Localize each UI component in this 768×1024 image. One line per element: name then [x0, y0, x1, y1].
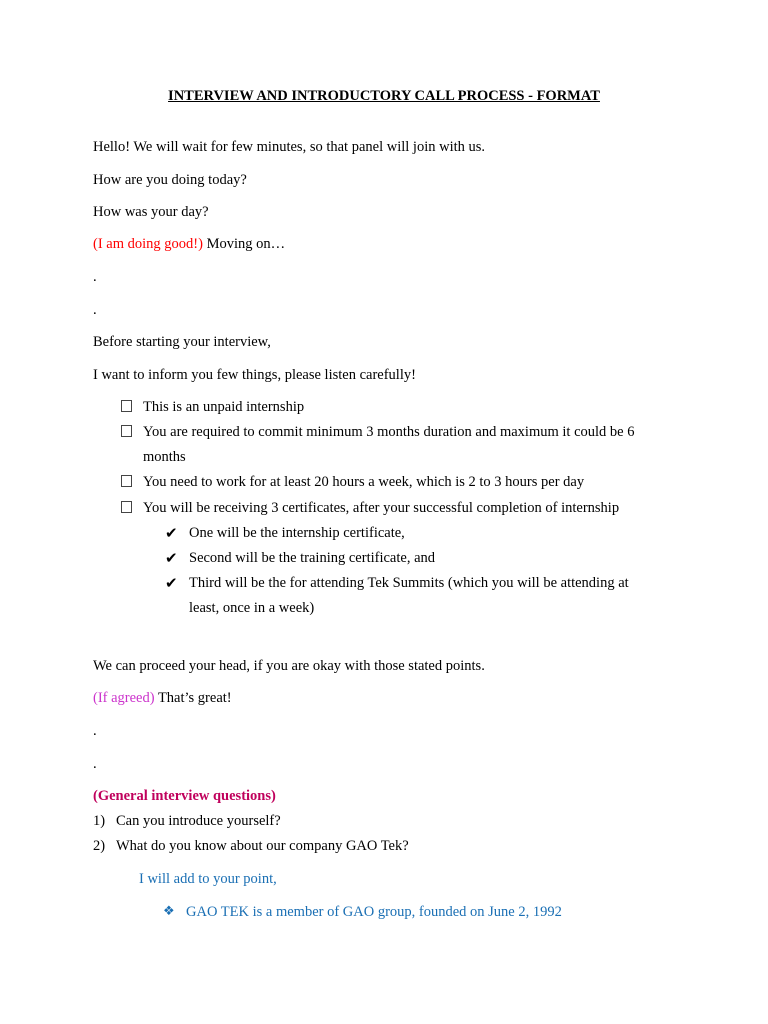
checkmark-icon: ✔ [165, 574, 178, 592]
question-number: 2) [93, 838, 106, 854]
point-text-continuation: months [143, 449, 186, 465]
separator-dot: . [93, 756, 97, 772]
checkmark-icon: ✔ [165, 524, 178, 542]
point-text: This is an unpaid internship [143, 399, 305, 415]
separator-dot: . [93, 723, 97, 739]
add-point-line: I will add to your point, [139, 871, 277, 887]
point-text: You need to work for at least 20 hours a week, which is 2 to 3 hours per day [143, 474, 585, 490]
box-bullet [121, 423, 132, 441]
separator-dot: . [93, 269, 97, 285]
checkmark-icon: ✔ [165, 549, 178, 567]
diamond-bullet-icon: ❖ [163, 904, 175, 919]
box-bullet [121, 398, 132, 416]
empty-box-icon [121, 501, 132, 513]
response-text: Moving on… [202, 236, 286, 252]
questions-heading: (General interview questions) [93, 788, 276, 804]
certificate-text: Second will be the training certificate, and [189, 550, 436, 566]
fact-text: GAO TEK is a member of GAO group, founded on June 2, 1992 [186, 904, 562, 920]
intro-line: Before starting your interview, [93, 334, 271, 350]
box-bullet [121, 499, 132, 517]
certificate-text: Third will be the for attending Tek Summits (which you will be attending at [189, 575, 629, 591]
agreed-text: That’s great! [154, 690, 232, 706]
proceed-line: We can proceed your head, if you are okay with those stated points. [93, 658, 485, 674]
separator-dot: . [93, 302, 97, 318]
greeting-question: How was your day? [93, 204, 209, 220]
document-title: INTERVIEW AND INTRODUCTORY CALL PROCESS - FORMAT [168, 88, 600, 104]
certificate-text: One will be the internship certificate, [189, 525, 405, 541]
agreed-condition: (If agreed) [93, 690, 155, 706]
agreed-line [93, 689, 232, 707]
point-text: You are required to commit minimum 3 months duration and maximum it could be 6 [143, 424, 635, 440]
point-text: You will be receiving 3 certificates, after your successful completion of internship [143, 500, 620, 516]
certificate-text-continuation: least, once in a week) [189, 600, 315, 616]
empty-box-icon [121, 475, 132, 487]
box-bullet [121, 473, 132, 491]
question-text: What do you know about our company GAO Tek? [116, 838, 409, 854]
empty-box-icon [121, 400, 132, 412]
question-number: 1) [93, 813, 106, 829]
response-highlight: (I am doing good!) [93, 236, 203, 252]
greeting-question: How are you doing today? [93, 172, 247, 188]
question-text: Can you introduce yourself? [116, 813, 281, 829]
greeting-response [93, 235, 285, 253]
intro-line: I want to inform you few things, please listen carefully! [93, 367, 416, 383]
greeting-line: Hello! We will wait for few minutes, so that panel will join with us. [93, 139, 486, 155]
empty-box-icon [121, 425, 132, 437]
